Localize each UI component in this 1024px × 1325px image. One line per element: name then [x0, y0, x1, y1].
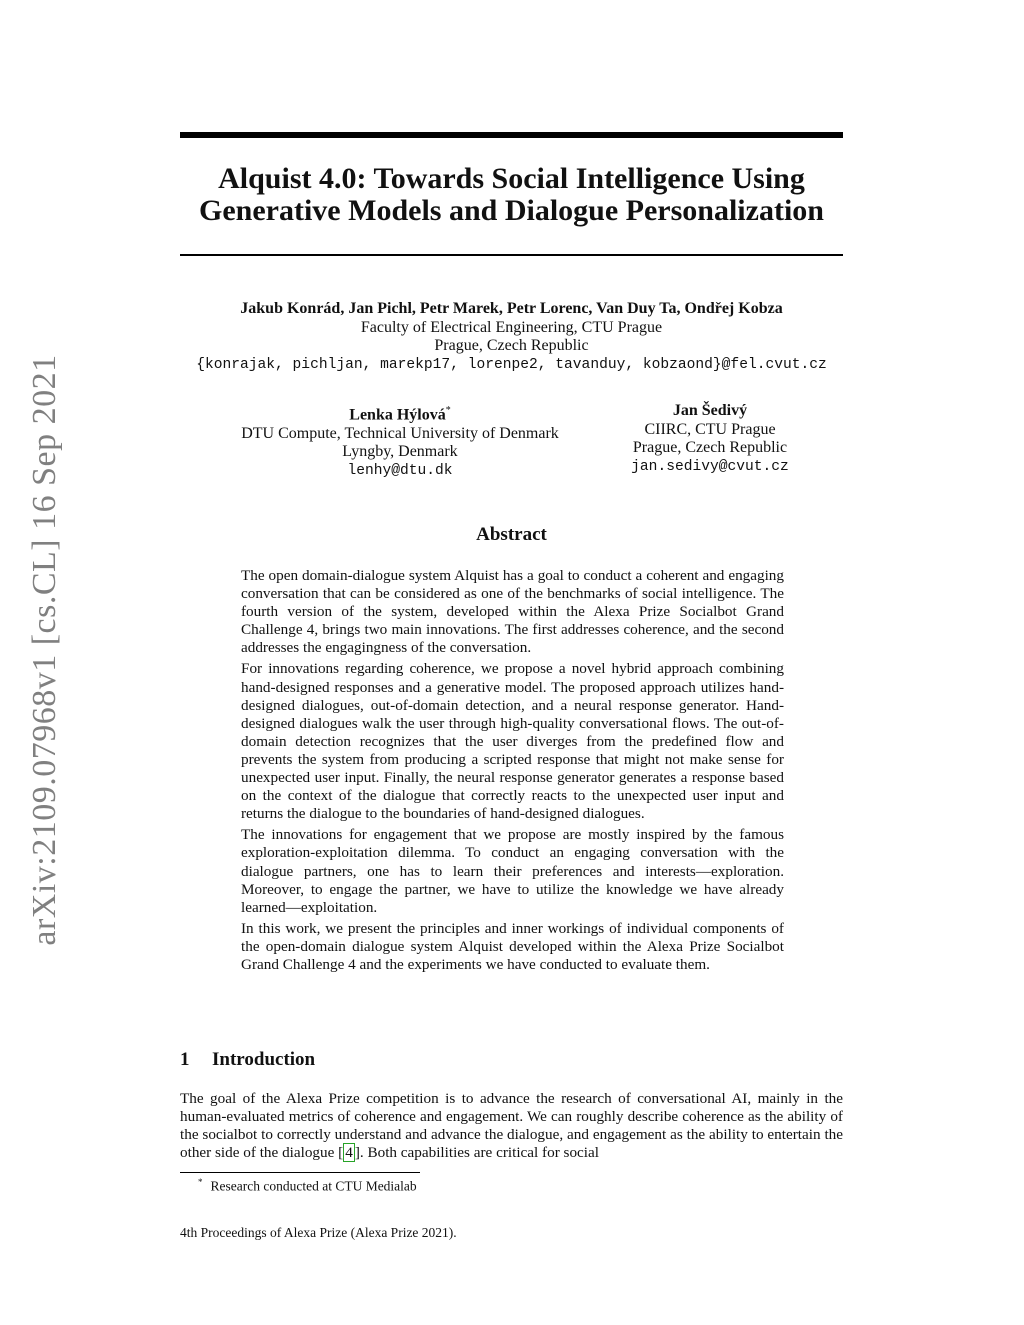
title-bottom-rule: [180, 254, 843, 256]
title-line-2: Generative Models and Dialogue Personalization: [199, 194, 824, 227]
author-left-name: Lenka Hýlová: [349, 406, 446, 424]
author-left-email: lenhy@dtu.dk: [347, 462, 453, 479]
abstract-paragraph: For innovations regarding coherence, we propose a novel hybrid approach combining hand-designed responses and a generative model. The proposed approach utilizes hand-designed dialogues, out-of-domain detection, and a neural response generator. Hand-designed dialogues walk the user through high-quality conversational flows. The out-of-domain detection recognizes that the user diverges from the predefined flow and prevents the system from producing a scripted response that might not make sense for unexpected user input. Finally, the neural response generator generates a response based on the context of the dialogue that correctly reacts to the unexpected user input and returns the dialogue to the boundaries of hand-designed dialogues.: [241, 660, 784, 823]
intro-text-start: The goal of the Alexa Prize competition is to advance the research of conversational AI, mainly in the human-evaluated metrics of coherence and engagement. We can roughly describe coherence as the ability of the socialbot to correctly understand and advance the dialogue, and engagement as the ability to entertain the other side of the dialogue [: [180, 1090, 843, 1162]
intro-text-end: ]. Both capabilities are critical for social: [354, 1144, 599, 1162]
title-top-rule: [180, 132, 843, 138]
footnote-marker: *: [198, 1177, 203, 1187]
main-author-email: {konrajak, pichljan, marekp17, lorenpe2, tavanduy, kobzaond}@fel.cvut.cz: [196, 356, 827, 373]
footnote-rule: [180, 1172, 420, 1173]
citation-link[interactable]: 4: [345, 1144, 353, 1162]
author-left-affiliation: DTU Compute, Technical University of Denmark: [241, 424, 559, 442]
abstract-paragraph: The open domain-dialogue system Alquist has a goal to conduct a coherent and engaging conversation that can be considered as one of the benchmarks of social intelligence. The fourth version of the system, developed within the Alexa Prize Socialbot Grand Challenge 4, brings two main innovations. The first addresses coherence, and the second addresses the engagingness of the conversation.: [241, 567, 784, 657]
arxiv-identifier: arXiv:2109.07968v1 [cs.CL] 16 Sep 2021: [26, 354, 63, 946]
abstract-paragraph: The innovations for engagement that we propose are mostly inspired by the famous exploration-exploitation dilemma. To conduct an engaging conversation with the dialogue partners, one has to learn their preferences and interests—exploration. Moreover, to engage the partner, we have to utilize the knowledge we have already learned—exploitation.: [241, 826, 784, 916]
author-block-right: [610, 402, 810, 476]
footnote: [198, 1177, 417, 1195]
intro-paragraph: [180, 1090, 843, 1162]
title-line-1: Alquist 4.0: Towards Social Intelligence Using: [218, 162, 805, 195]
author-left-name-line: [220, 402, 580, 425]
author-right-name: Jan Šedivý: [672, 402, 748, 419]
author-left-location: Lyngby, Denmark: [342, 443, 458, 461]
section-number: 1: [180, 1049, 190, 1070]
main-author-block: [180, 300, 843, 374]
author-right-location: Prague, Czech Republic: [632, 439, 788, 456]
author-right-email: jan.sedivy@cvut.cz: [631, 458, 789, 475]
main-author-location: Prague, Czech Republic: [434, 337, 589, 354]
author-right-affiliation: CIIRC, CTU Prague: [644, 420, 776, 438]
abstract-heading: Abstract: [476, 524, 547, 545]
section-heading: [180, 1049, 315, 1071]
main-author-names: Jakub Konrád, Jan Pichl, Petr Marek, Petr Lorenc, Van Duy Ta, Ondřej Kobza: [240, 300, 783, 317]
main-author-affiliation: Faculty of Electrical Engineering, CTU Prague: [360, 318, 663, 336]
footnote-text: Research conducted at CTU Medialab: [210, 1178, 417, 1194]
section-title: Introduction: [212, 1049, 316, 1070]
venue-note: 4th Proceedings of Alexa Prize (Alexa Prize 2021).: [180, 1225, 457, 1240]
abstract-paragraph: In this work, we present the principles and inner workings of individual components of the open-domain dialogue system Alquist developed within the Alexa Prize Socialbot Grand Challenge 4 and the experiments we have conducted to evaluate them.: [241, 919, 784, 973]
paper-title: [180, 163, 843, 227]
author-block-left: [220, 402, 580, 480]
abstract-body: [241, 567, 784, 977]
author-left-footnote-marker: *: [445, 405, 451, 416]
